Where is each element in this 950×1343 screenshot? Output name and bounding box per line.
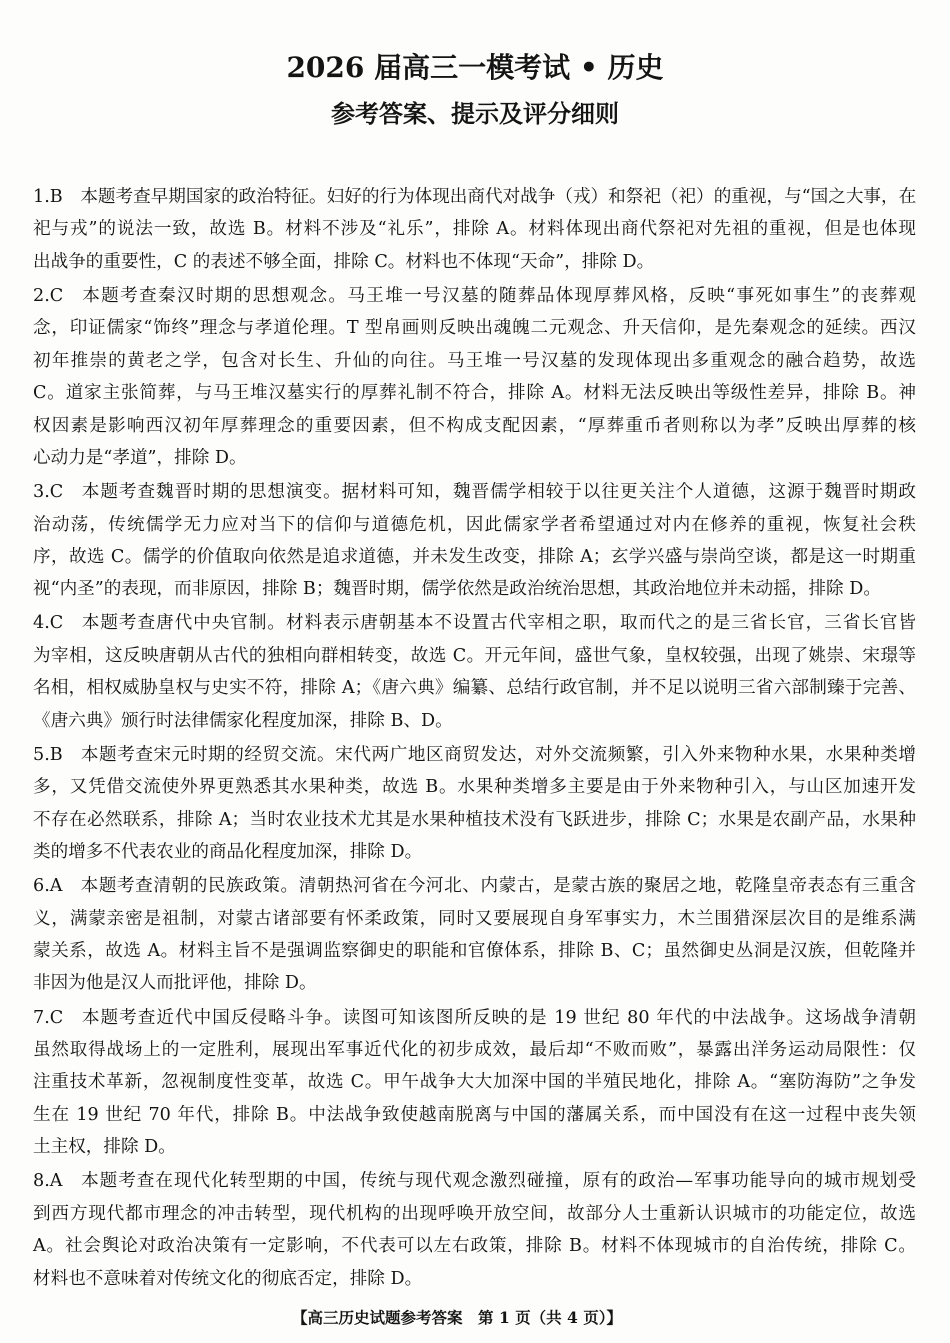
answer-text: 本题考查秦汉时期的思想观念。马王堆一号汉墓的随葬品体现厚葬风格，反映“事死如事生”的丧葬观 [80, 285, 916, 306]
answer-number: 3.C [33, 482, 64, 503]
answer-item-3 [33, 476, 916, 606]
doc-subtitle: 参考答案、提示及评分细则 [331, 99, 619, 128]
answer-number: 7.C [33, 1007, 64, 1028]
answer-line [33, 607, 916, 639]
answer-line: 多，又凭借交流使外界更熟悉其水果种类，故选 B。水果种类增多主要是由于外来物种引入，与山区加速开发 [33, 777, 916, 798]
answer-line [33, 1165, 916, 1197]
answer-line: A。社会舆论对政治决策有一定影响，不代表可以左右政策，排除 B。材料不体现城市的自治传统，排除 C。 [33, 1236, 916, 1257]
answer-line: 类的增多不代表农业的商品化程度加深，排除 D。 [33, 842, 423, 863]
answer-text: 本题考查近代中国反侵略斗争。读图可知该图所反映的是 19 世纪 80 年代的中法战争。这场战争清朝 [80, 1007, 916, 1028]
answer-number: 2.C [33, 285, 64, 306]
answer-item-6 [33, 870, 916, 1000]
answer-number: 6.A [33, 876, 63, 897]
answer-item-7 [33, 1002, 916, 1164]
answer-item-2 [33, 280, 916, 475]
answer-line [33, 739, 916, 771]
answer-line: C。道家主张简葬，与马王堆汉墓实行的厚葬礼制不符合，排除 A。材料无法反映出等级性差异，排除 B。神 [33, 383, 916, 404]
answer-line: 非因为他是汉人而批评他，排除 D。 [33, 973, 317, 994]
answer-line: 权因素是影响西汉初年厚葬理念的重要因素，但不构成支配因素，“厚葬重币者则称以为孝”反映出厚葬的核 [33, 415, 916, 436]
answer-line [33, 280, 916, 312]
answer-line: 义，满蒙亲密是祖制，对蒙古诸部要有怀柔政策，同时又要展现自身军事实力，木兰围猎深层次目的是维系满 [33, 908, 916, 929]
answer-line: 虽然取得战场上的一定胜利，展现出军事近代化的初步成效，最后却“不败而败”，暴露出洋务运动局限性：仅 [33, 1039, 916, 1060]
answer-item-4 [33, 607, 916, 737]
answer-line [33, 1002, 916, 1034]
answer-line: 注重技术革新，忽视制度性变革，故选 C。甲午战争大大加深中国的半殖民地化，排除 A。“塞防海防”之争发 [33, 1072, 916, 1093]
answer-line: 《唐六典》颁行时法律儒家化程度加深，排除 B、D。 [33, 710, 453, 731]
answer-item-5 [33, 739, 916, 869]
answer-line: 念，印证儒家“饰终”理念与孝道伦理。T 型帛画则反映出魂魄二元观念、升天信仰，是先秦观念的延续。西汉 [33, 318, 916, 339]
answer-number: 1.B [33, 187, 63, 207]
answer-line [33, 870, 916, 902]
answer-line: 心动力是“孝道”，排除 D。 [33, 448, 247, 469]
answer-line: 初年推崇的黄老之学，包含对长生、升仙的向往。马王堆一号汉墓的发现体现出多重观念的融合趋势，故选 [33, 350, 916, 371]
page-footer: 【高三历史试题参考答案 第 1 页（共 4 页）】 [292, 1308, 622, 1327]
answer-item-8 [33, 1165, 916, 1295]
answer-text: 本题考查清朝的民族政策。清朝热河省在今河北、内蒙古，是蒙古族的聚居之地，乾隆皇帝表态有三重含 [80, 876, 916, 897]
answer-text: 本题考查在现代化转型期的中国，传统与现代观念激烈碰撞，原有的政治—军事功能导向的城市规划受 [80, 1171, 916, 1192]
answer-line: 不存在必然联系，排除 A；当时农业技术尤其是水果种植技术没有飞跃进步，排除 C；水果是农副产品，水果种 [33, 809, 916, 830]
answer-line: 序，故选 C。儒学的价值取向依然是追求道德，并未发生改变，排除 A；玄学兴盛与崇尚空谈，都是这一时期重 [33, 547, 916, 567]
answer-line: 名相，相权威胁皇权与史实不符，排除 A；《唐六典》编纂、总结行政官制，并不足以说明三省六部制臻于完善、 [33, 678, 916, 699]
answer-line [33, 181, 916, 213]
answer-line: 为宰相，这反映唐朝从古代的独相向群相转变，故选 C。开元年间，盛世气象，皇权较强，出现了姚崇、宋璟等 [33, 645, 916, 666]
answer-number: 8.A [33, 1171, 63, 1192]
answer-line: 材料也不意味着对传统文化的彻底否定，排除 D。 [33, 1268, 423, 1289]
answer-line: 蒙关系，故选 A。材料主旨不是强调监察御史的职能和官僚体系，排除 B、C；虽然御史丛洞是汉族，但乾隆并 [33, 941, 916, 962]
answer-line [33, 476, 916, 508]
answer-item-1 [33, 181, 916, 278]
answer-line: 到西方现代都市理念的冲击转型，现代机构的出现呼唤开放空间，故部分人士重新认识城市的功能定位，故选 [33, 1203, 916, 1224]
answer-line: 视“内圣”的表现，而非原因，排除 B；魏晋时期，儒学依然是政治统治思想，其政治地位并未动摇，排除 D。 [33, 579, 881, 600]
answer-line: 出战争的重要性，C 的表述不够全面，排除 C。材料也不体现“天命”，排除 D。 [33, 251, 655, 272]
answer-list [33, 181, 916, 1295]
answer-text: 本题考查宋元时期的经贸交流。宋代两广地区商贸发达，对外交流频繁，引入外来物种水果，水果种类增 [80, 744, 916, 765]
answer-line: 祀与戎”的说法一致，故选 B。材料不涉及“礼乐”，排除 A。材料体现出商代祭祀对先祖的重视，但是也体现 [33, 219, 916, 240]
answer-text: 本题考查唐代中央官制。材料表示唐朝基本不设置古代宰相之职，取而代之的是三省长官，三省长官皆 [80, 613, 916, 634]
answer-text: 本题考查早期国家的政治特征。妇好的行为体现出商代对战争（戎）和祭祀（祀）的重视，与“国之大事，在 [80, 187, 917, 207]
doc-title: 2026 届高三一模考试 • 历史 [286, 51, 664, 84]
answer-text: 本题考查魏晋时期的思想演变。据材料可知，魏晋儒学相较于以往更关注个人道德，这源于魏晋时期政 [80, 482, 916, 503]
answer-line: 治动荡，传统儒学无力应对当下的信仰与道德危机，因此儒家学者希望通过对内在修养的重视，恢复社会秩 [33, 514, 916, 535]
answer-number: 4.C [33, 613, 64, 634]
answer-line: 土主权，排除 D。 [33, 1137, 176, 1158]
answer-number: 5.B [33, 744, 63, 765]
answer-line: 生在 19 世纪 70 年代，排除 B。中法战争致使越南脱离与中国的藩属关系，而中国没有在这一过程中丧失领 [33, 1104, 916, 1125]
